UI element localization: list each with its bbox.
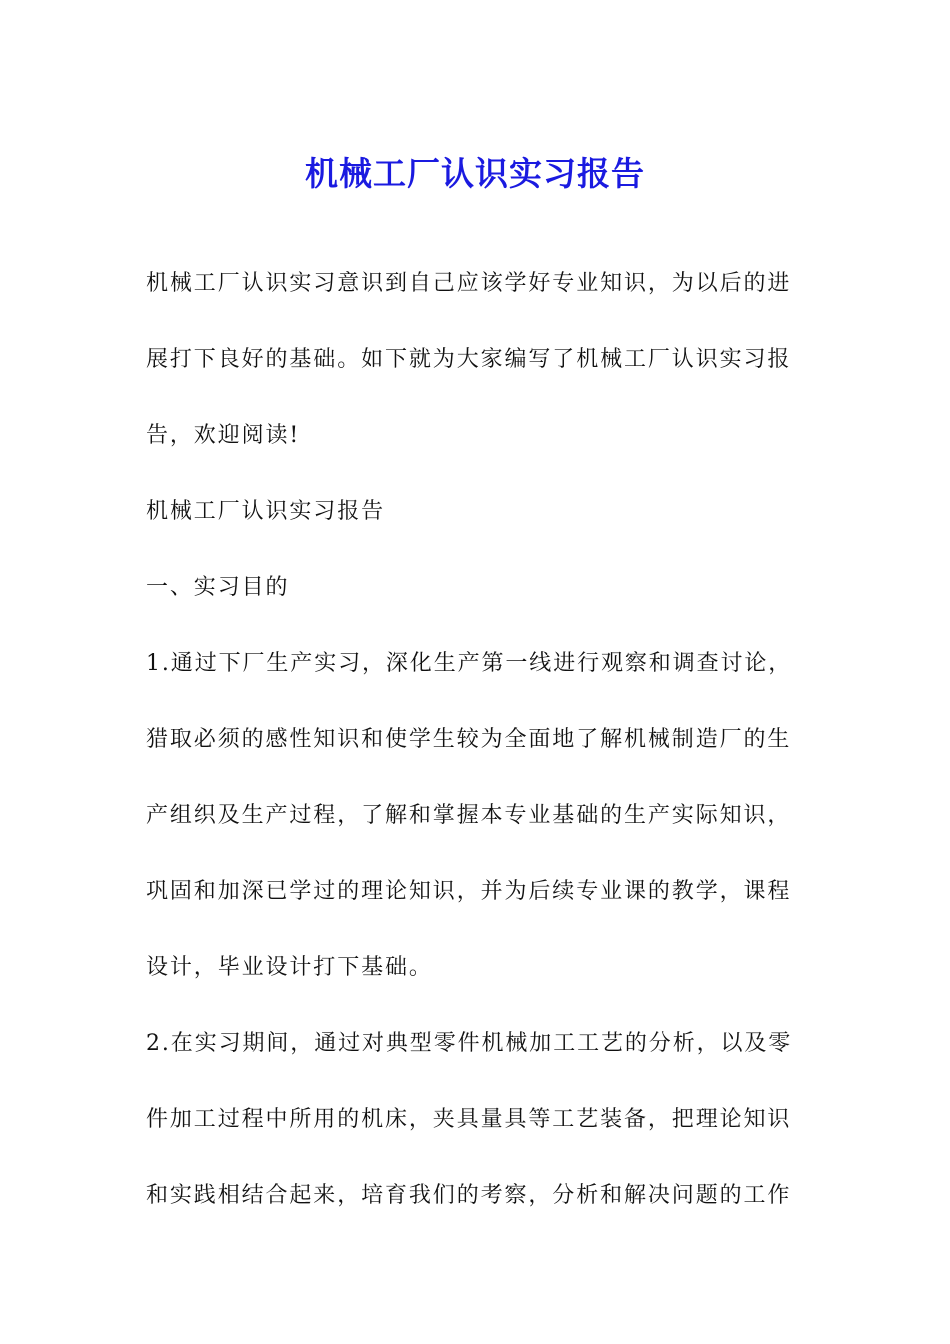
report-heading: 机械工厂认识实习报告: [146, 499, 386, 524]
document-title: 机械工厂认识实习报告: [305, 154, 645, 194]
section-heading: 一、实习目的: [146, 575, 290, 600]
paragraph-item-1: 1.通过下厂生产实习，深化生产第一线进行观察和调查讨论，猎取必须的感性知识和使学生较为全面地了解机械制造厂的生产组织及生产过程，了解和掌握本专业基础的生产实际知识，巩固和加深已学过的理论知识，并为后续专业课的教学，课程设计，毕业设计打下基础。: [146, 651, 793, 980]
paragraph-item-2: 2.在实习期间，通过对典型零件机械加工工艺的分析，以及零件加工过程中所用的机床，夹具量具等工艺装备，把理论知识和实践相结合起来，培育我们的考察，分析和解决问题的工作: [146, 1031, 793, 1208]
document-body: [146, 246, 806, 1234]
intro-paragraph: 机械工厂认识实习意识到自己应该学好专业知识，为以后的进展打下良好的基础。如下就为大家编写了机械工厂认识实习报告，欢迎阅读!: [146, 271, 792, 448]
